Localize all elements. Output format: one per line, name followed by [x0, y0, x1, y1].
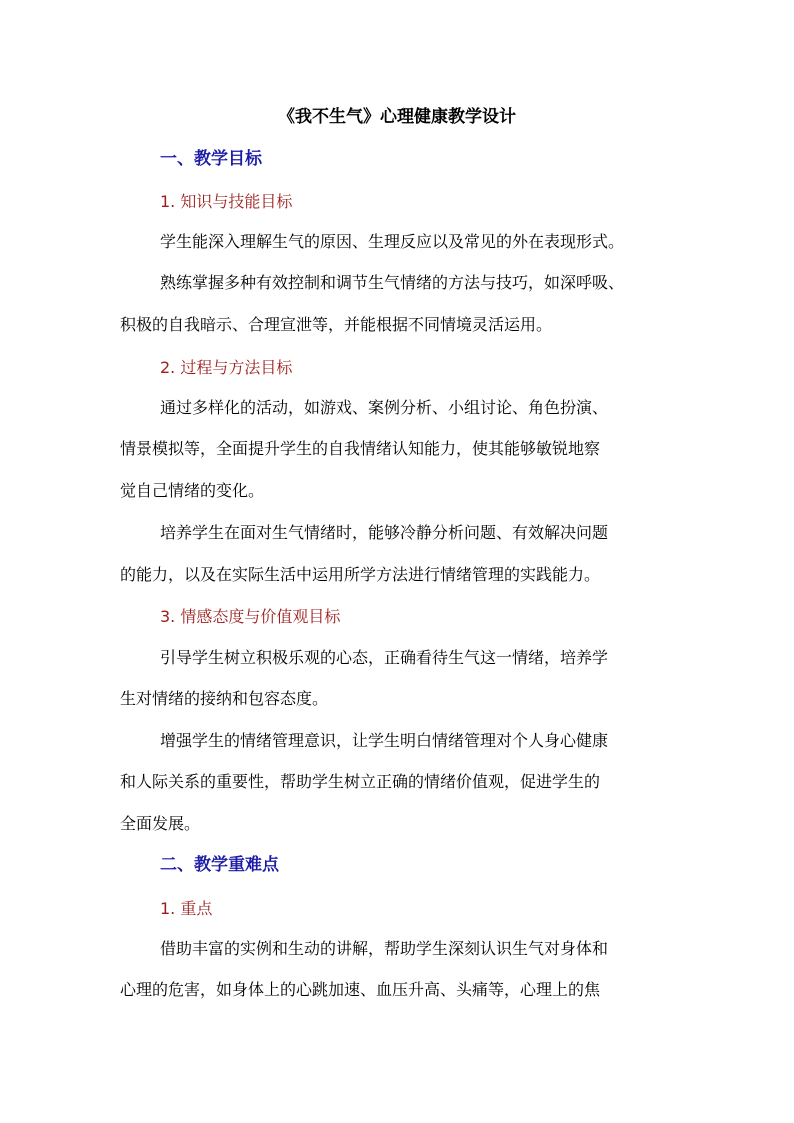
paragraph-line: 熟练掌握多种有效控制和调节生气情绪的方法与技巧，如深呼吸、	[160, 273, 625, 292]
subheading-knowledge-skills: 1. 知识与技能目标	[160, 192, 293, 211]
paragraph-line: 生对情绪的接纳和包容态度。	[120, 689, 329, 708]
paragraph-line: 心理的危害，如身体上的心跳加速、血压升高、头痛等，心理上的焦	[120, 980, 601, 999]
paragraph-line: 借助丰富的实例和生动的讲解，帮助学生深刻认识生气对身体和	[160, 939, 609, 958]
paragraph-line: 增强学生的情绪管理意识，让学生明白情绪管理对个人身心健康	[160, 731, 609, 750]
paragraph-line: 觉自己情绪的变化。	[120, 481, 265, 500]
subheading-process-methods: 2. 过程与方法目标	[160, 358, 293, 377]
paragraph-line: 引导学生树立积极乐观的心态，正确看待生气这一情绪，培养学	[160, 648, 609, 667]
section-heading-key-difficulties: 二、教学重难点	[160, 855, 279, 875]
paragraph-line: 全面发展。	[120, 814, 201, 833]
paragraph-line: 学生能深入理解生气的原因、生理反应以及常见的外在表现形式。	[160, 232, 625, 251]
paragraph-line: 情景模拟等，全面提升学生的自我情绪认知能力，使其能够敏锐地察	[120, 439, 601, 458]
page-title: 《我不生气》心理健康教学设计	[278, 107, 516, 127]
paragraph-line: 积极的自我暗示、合理宣泄等，并能根据不同情境灵活运用。	[120, 315, 553, 334]
section-heading-teaching-goals: 一、教学目标	[160, 149, 262, 169]
paragraph-line: 和人际关系的重要性，帮助学生树立正确的情绪价值观，促进学生的	[120, 772, 601, 791]
paragraph-line: 培养学生在面对生气情绪时，能够冷静分析问题、有效解决问题	[160, 523, 609, 542]
subheading-emotion-values: 3. 情感态度与价值观目标	[160, 607, 341, 626]
paragraph-line: 的能力，以及在实际生活中运用所学方法进行情绪管理的实践能力。	[120, 565, 601, 584]
subheading-key-points: 1. 重点	[160, 899, 213, 918]
paragraph-line: 通过多样化的活动，如游戏、案例分析、小组讨论、角色扮演、	[160, 398, 609, 417]
